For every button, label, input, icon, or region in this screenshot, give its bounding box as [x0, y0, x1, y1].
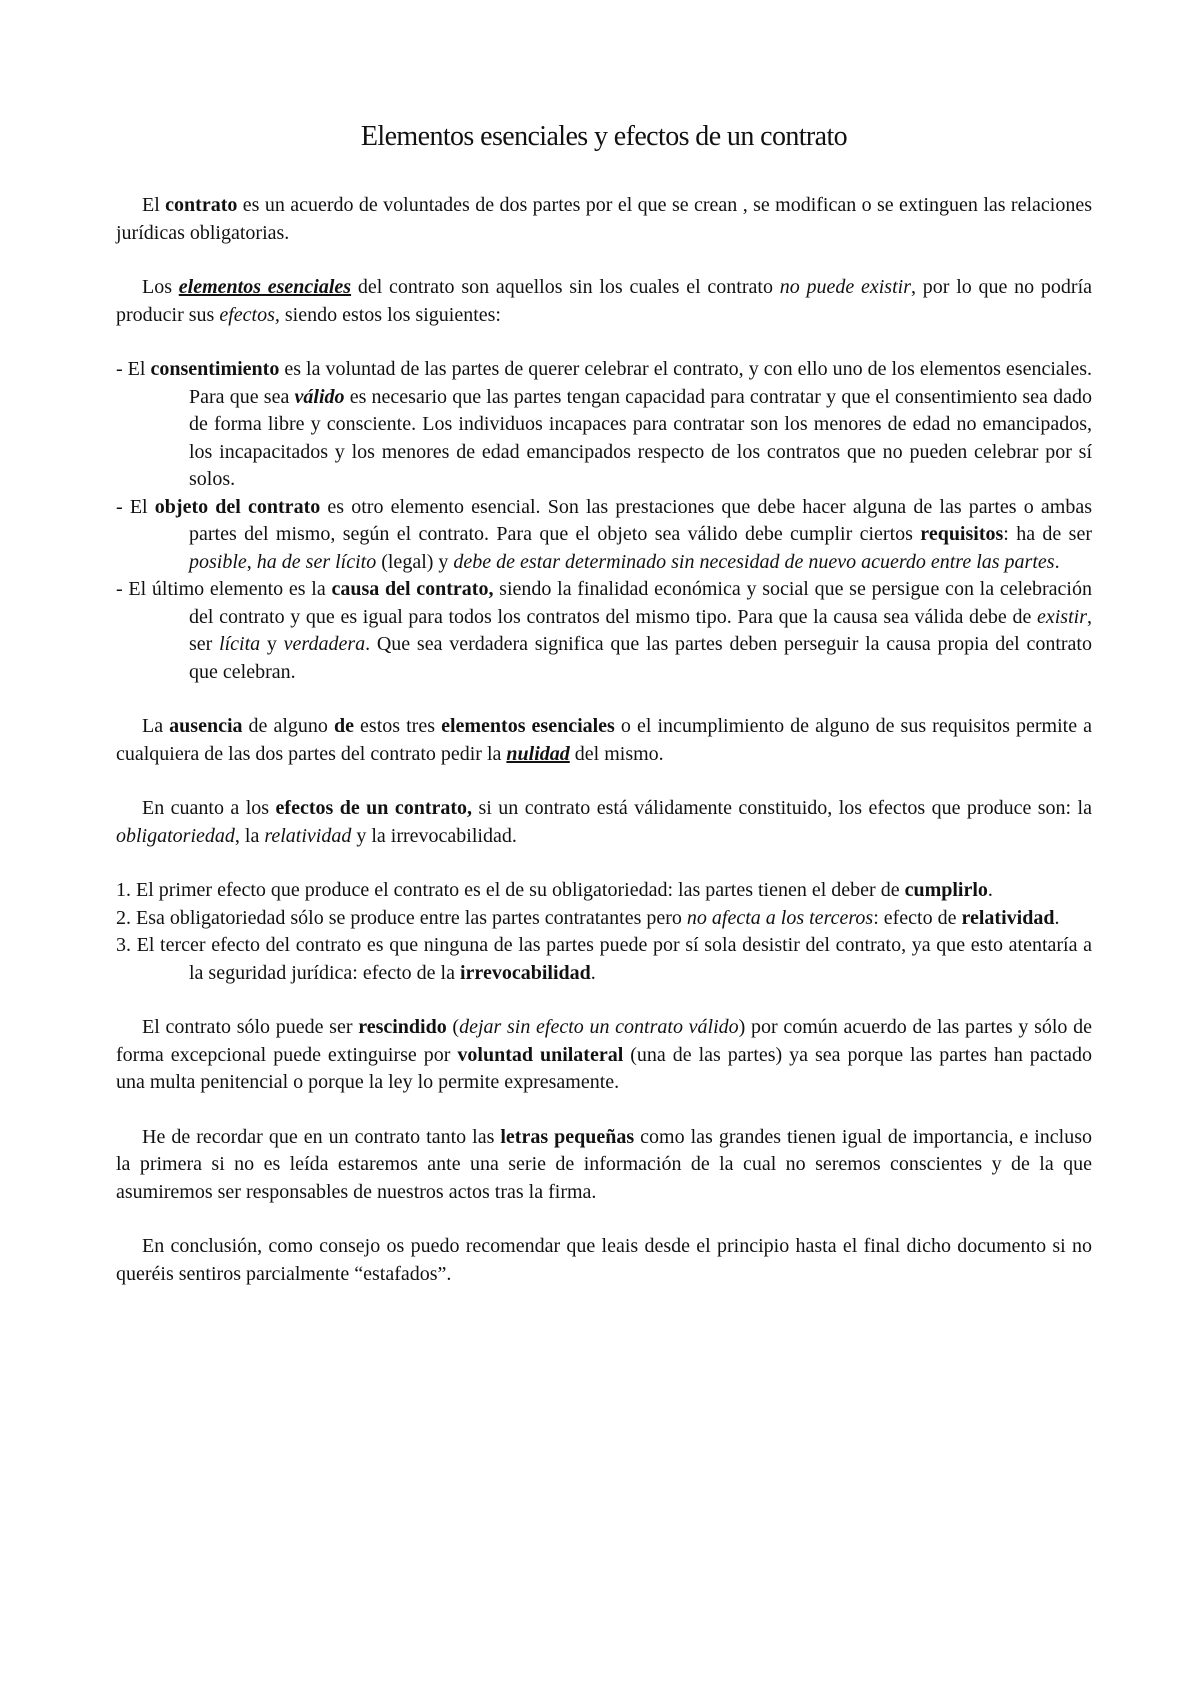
text: He de recordar que en un contrato tanto las [142, 1125, 501, 1148]
bold-term: efectos de un contrato [275, 797, 468, 819]
text: siendo la finalidad económica y social que se persigue con la celebración del contrato y que es igual para todos los contratos del mismo tipo. Para que la causa sea válida debe de [189, 578, 1092, 628]
list-item-object [116, 494, 1092, 577]
list-item-irrevocability [116, 932, 1092, 987]
paragraph-rescission [116, 1014, 1092, 1097]
bold-term: cumplirlo [904, 879, 988, 901]
text: El [142, 194, 166, 216]
list-item-relativity [116, 905, 1092, 933]
text: es otro elemento esencial. Son las prestaciones que debe hacer alguna de las partes o ambas partes del mismo, según el contrato. Para que el objeto sea válido debe cumplir ciertos [189, 495, 1093, 545]
text: y [260, 633, 284, 655]
text: En conclusión, como consejo os puedo recomendar que leais desde el principio hasta el final dicho documento si no queréis sentiros parcialmente “estafados”. [116, 1235, 1092, 1285]
text: como las grandes tienen igual de importancia, e incluso la primera si no es leída estaremos ante una serie de información de la cual no seremos conscientes y de la que asumiremos ser responsables de nuestros actos tras la firma. [116, 1125, 1092, 1203]
text: , por lo que no podría producir sus [116, 276, 1093, 326]
text: del contrato son aquellos sin los cuales el contrato [351, 276, 780, 298]
bold-term: rescindido [358, 1016, 447, 1038]
italic-term: válido [294, 385, 345, 408]
italic-term: obligatoriedad [116, 824, 235, 847]
text: La [142, 715, 170, 737]
text: estos tres [354, 715, 442, 737]
text: es un acuerdo de voluntades de dos partes por el que se crean , se modifican o se extinguen las relaciones jurídicas obligatorias. [116, 194, 1092, 244]
essential-elements-list [116, 356, 1092, 686]
paragraph-effects-intro [116, 795, 1092, 850]
text: . [590, 961, 596, 984]
bold-term: contrato [165, 194, 238, 216]
text: . [987, 879, 993, 901]
bold-term: ausencia [169, 715, 243, 737]
bold-term: requisitos [920, 523, 1004, 545]
paragraph-conclusion [116, 1233, 1092, 1288]
list-item-obligatoriness [116, 877, 1092, 905]
text: 3. El tercer efecto del contrato es que ninguna de las partes puede por sí sola desistir del contrato, ya que esto atentaría a la seguridad jurídica: efecto de la [116, 934, 1092, 984]
bold-comma: , [467, 797, 473, 819]
document-title: Elementos esenciales y efectos de un contrato [360, 121, 848, 152]
list-item-cause [116, 576, 1092, 686]
bold-term: consentimiento [150, 358, 280, 380]
effects-list [116, 877, 1092, 987]
bold-term: de [334, 715, 354, 737]
italic-term: efectos, [219, 303, 280, 326]
italic-term: existir [1037, 605, 1087, 628]
bold-term: voluntad unilateral [457, 1043, 624, 1066]
italic-term: verdadera [283, 633, 366, 655]
text: o el incumplimiento de alguno de sus requisitos permite a cualquiera de las dos partes del contrato pedir la [116, 715, 1093, 765]
text: : ha de ser [1003, 523, 1092, 545]
italic-term: elementos esenciales [178, 276, 352, 298]
bold-term: objeto del contrato [154, 495, 321, 518]
italic-term: ha de ser lícito [256, 550, 377, 573]
bold-italic-term [295, 386, 345, 408]
text: de alguno [242, 715, 334, 737]
bold-italic-term [506, 743, 569, 765]
bold-term: elementos esenciales [441, 715, 615, 737]
text: 1. El primer efecto que produce el contrato es el de su obligatoriedad: las partes tienen el deber de [116, 879, 905, 901]
text: : efecto de [873, 906, 962, 929]
text: . [1054, 550, 1060, 573]
bold-term: causa del contrato, [331, 578, 494, 600]
bold-term: letras pequeñas [500, 1125, 635, 1148]
italic-term: no afecta a los terceros [686, 906, 874, 929]
bold-italic-term [179, 276, 351, 298]
text: (legal) y [376, 550, 454, 573]
italic-term: posible [189, 550, 247, 573]
text: . [1054, 906, 1060, 929]
text: , ser [189, 605, 1092, 655]
text: - El último elemento es la [116, 578, 332, 600]
text: , la [234, 824, 265, 847]
text: - El [116, 495, 155, 518]
paragraph-nullity [116, 713, 1092, 768]
text: ) por común acuerdo de las partes y sólo de forma excepcional puede extinguirse por [116, 1016, 1092, 1066]
italic-term: lícita [219, 633, 261, 655]
text: 2. Esa obligatoriedad sólo se produce entre las partes contratantes pero [116, 906, 687, 929]
list-item-consent [116, 356, 1092, 494]
text: En cuanto a los [142, 797, 276, 819]
text: siendo estos los siguientes: [279, 303, 501, 326]
text: es la voluntad de las partes de querer celebrar el contrato, y con ello uno de los elementos esenciales. Para que sea [189, 358, 1092, 408]
document-body [116, 120, 1092, 1315]
text: si un contrato está válidamente constituido, los efectos que produce son: la [472, 797, 1092, 819]
paragraph-essential-elements-intro [116, 274, 1092, 329]
paragraph-contract-definition [116, 192, 1092, 247]
italic-term: debe de estar determinado sin necesidad de nuevo acuerdo entre las partes [453, 550, 1055, 573]
text: El contrato sólo puede ser [142, 1016, 359, 1038]
text: (una de las partes) ya sea porque las partes han pactado una multa penitencial o porque la ley lo permite expresamente. [116, 1043, 1092, 1093]
italic-term: no puede existir [779, 276, 911, 298]
text: del mismo. [569, 742, 664, 765]
text: - El [116, 358, 151, 380]
italic-term: nulidad [506, 742, 570, 765]
paragraph-small-print [116, 1124, 1092, 1207]
text: es necesario que las partes tengan capacidad para contratar y que el consentimiento sea dado de forma libre y consciente. Los individuos incapaces para contratar son los menores de edad no emancipados, los incapacitados y los menores de edad emancipados respecto de los contratos que no pueden celebrar por sí solos. [189, 385, 1092, 490]
text: Los [142, 276, 179, 298]
bold-term: irrevocabilidad [460, 961, 591, 984]
bold-term: relatividad [961, 906, 1055, 929]
text: . Que sea verdadera significa que las partes deben perseguir la causa propia del contrato que celebran. [189, 633, 1092, 683]
text: , [246, 550, 257, 573]
text: ( [446, 1016, 460, 1038]
text: y la irrevocabilidad. [351, 824, 517, 847]
italic-term: dejar sin efecto un contrato válido [459, 1016, 739, 1038]
italic-term: relatividad [264, 824, 352, 847]
